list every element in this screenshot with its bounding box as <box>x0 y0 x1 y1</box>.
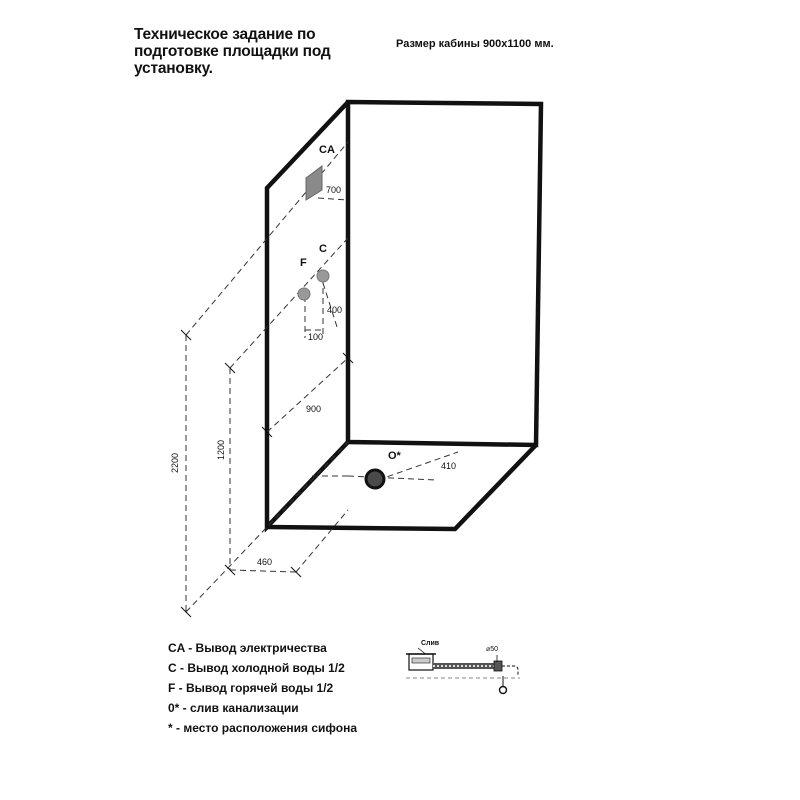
siphon-drain-point <box>500 687 507 694</box>
siphon-sketch <box>406 640 520 694</box>
drain-marker-label: O* <box>388 450 401 462</box>
legend-item-ca: CA - Вывод электричества <box>168 641 327 655</box>
legend-item-siphon: * - место расположения сифона <box>168 721 358 735</box>
legend <box>168 638 357 738</box>
siphon-label: Слив <box>421 640 440 647</box>
ca-electrical-box <box>306 166 322 200</box>
legend-item-c: C - Вывод холодной воды 1/2 <box>168 661 345 675</box>
back-wall <box>348 102 541 445</box>
f-marker-label: F <box>300 257 307 269</box>
ca-marker-label: CA <box>319 144 335 156</box>
dim-100: 100 <box>308 332 324 342</box>
dim-700: 700 <box>326 185 342 195</box>
dimension-lines <box>186 142 458 612</box>
dim-1200: 1200 <box>216 439 226 460</box>
c-marker-label: C <box>319 243 327 255</box>
legend-item-f: F - Вывод горячей воды 1/2 <box>168 681 334 695</box>
dim-410: 410 <box>441 461 457 471</box>
cabin-outline <box>267 102 541 529</box>
dim-900: 900 <box>306 404 322 414</box>
cabin-size-label: Размер кабины 900х1100 мм. <box>396 38 554 50</box>
page-title: Техническое задание по подготовке площадки под установку. <box>134 26 331 77</box>
legend-item-drain: 0* - слив канализации <box>168 701 299 715</box>
dim-400: 400 <box>327 305 343 315</box>
dim-460: 460 <box>257 557 273 567</box>
hot-water-outlet <box>298 288 310 300</box>
drain-outlet <box>366 470 384 488</box>
cold-water-outlet <box>317 270 329 282</box>
dim-2200: 2200 <box>170 452 180 473</box>
siphon-diameter: ⌀50 <box>486 646 499 653</box>
